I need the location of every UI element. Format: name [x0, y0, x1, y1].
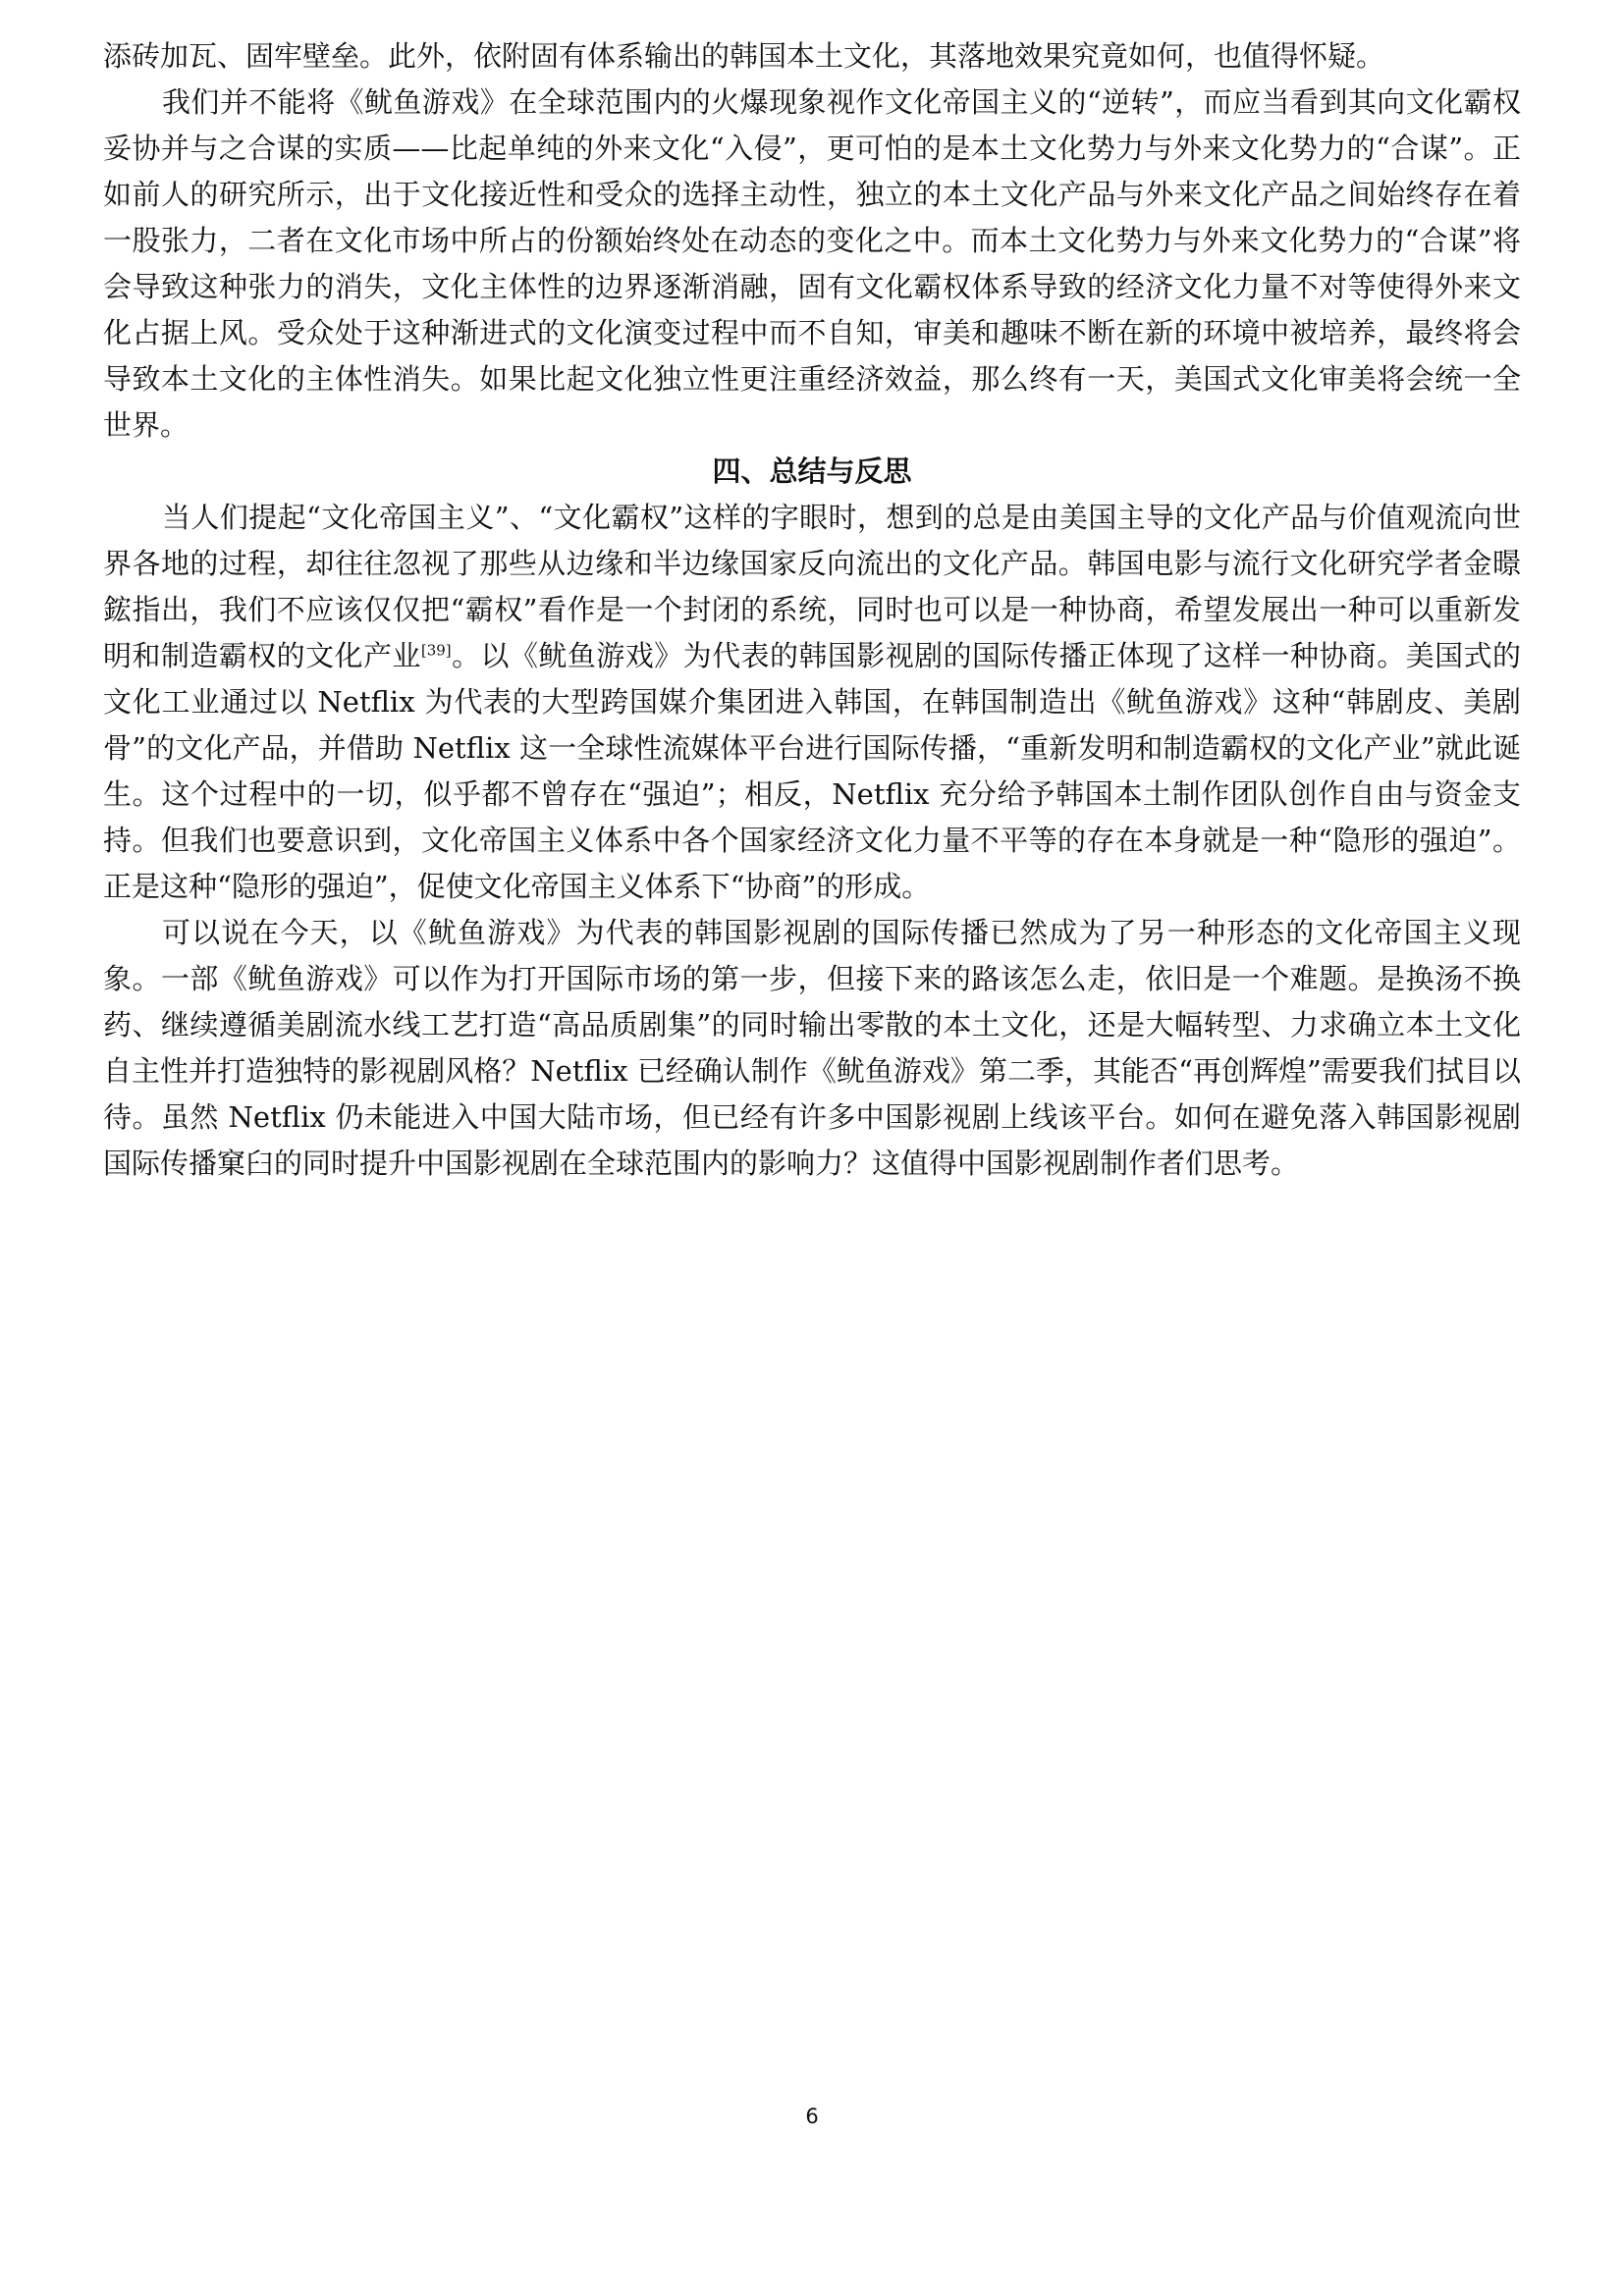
paragraph-cultural-collusion: 我们并不能将《鱿鱼游戏》在全球范围内的火爆现象视作文化帝国主义的“逆转”，而应当看到其向文化霸权妥协并与之合谋的实质——比起单纯的外来文化“入侵”，更可怕的是本土文化势力与外来文化势力的“合谋”。正如前人的研究所示，出于文化接近性和受众的选择主动性，独立的本土文化产品与外来文化产品之间始终存在着一股张力，二者在文化市场中所占的份额始终处在动态的变化之中。而本土文化势力与外来文化势力的“合谋”将会导致这种张力的消失，文化主体性的边界逐渐消融，固有文化霸权体系导致的经济文化力量不对等使得外来文化占据上风。受众处于这种渐进式的文化演变过程中而不自知，审美和趣味不断在新的环境中被培养，最终将会导致本土文化的主体性消失。如果比起文化独立性更注重经济效益，那么终有一天，美国式文化审美将会统一全世界。 — [103, 85, 1521, 442]
section-heading: 四、总结与反思 — [712, 454, 912, 488]
paragraph-reflection: 可以说在今天，以《鱿鱼游戏》为代表的韩国影视剧的国际传播已然成为了另一种形态的文化帝国主义现象。一部《鱿鱼游戏》可以作为打开国际市场的第一步，但接下来的路该怎么走，依旧是一个难题。是换汤不换药、继续遵循美剧流水线工艺打造“高品质剧集”的同时输出零散的本土文化，还是大幅转型、力求确立本土文化自主性并打造独特的影视剧风格？Netflix 已经确认制作《鱿鱼游戏》第二季，其能否“再创辉煌”需要我们拭目以待。虽然 Netflix 仍未能进入中国大陆市场，但已经有许多中国影视剧上线该平台。如何在避免落入韩国影视剧国际传播窠臼的同时提升中国影视剧在全球范围内的影响力？这值得中国影视剧制作者们思考。 — [103, 916, 1521, 1180]
paragraph-continuation: 添砖加瓦、固牢壁垒。此外，依附固有体系输出的韩国本土文化，其落地效果究竟如何，也值得怀疑。 — [103, 39, 1385, 73]
page-number: 6 — [805, 2105, 819, 2128]
paragraph-summary — [103, 495, 1521, 910]
paragraph-summary-text-2: 。以《鱿鱼游戏》为代表的韩国影视剧的国际传播正体现了这样一种协商。美国式的文化工业通过以 Netflix 为代表的大型跨国媒介集团进入韩国，在韩国制造出《鱿鱼游戏》这种“韩剧皮、美剧骨”的文化产品，并借助 Netflix 这一全球性流媒体平台进行国际传播，“重新发明和制造霸权的文化产业”就此诞生。这个过程中的一切，似乎都不曾存在“强迫”；相反，Netflix 充分给予韩国本土制作团队创作自由与资金支持。但我们也要意识到，文化帝国主义体系中各个国家经济文化力量不平等的存在本身就是一种“隐形的强迫”。正是这种“隐形的强迫”，促使文化帝国主义体系下“协商”的形成。 — [103, 639, 1521, 903]
body-text — [103, 33, 1521, 1187]
paragraph-summary-text-1: 当人们提起“文化帝国主义”、“文化霸权”这样的字眼时，想到的总是由美国主导的文化产品与价值观流向世界各地的过程，却往往忽视了那些从边缘和半边缘国家反向流出的文化产品。韩国电影与流行文化研究学者金暻鋐指出，我们不应该仅仅把“霸权”看作是一个封闭的系统，同时也可以是一种协商，希望发展出一种可以重新发明和制造霸权的文化产业 — [103, 501, 1521, 672]
citation-reference: [39] — [420, 641, 452, 660]
